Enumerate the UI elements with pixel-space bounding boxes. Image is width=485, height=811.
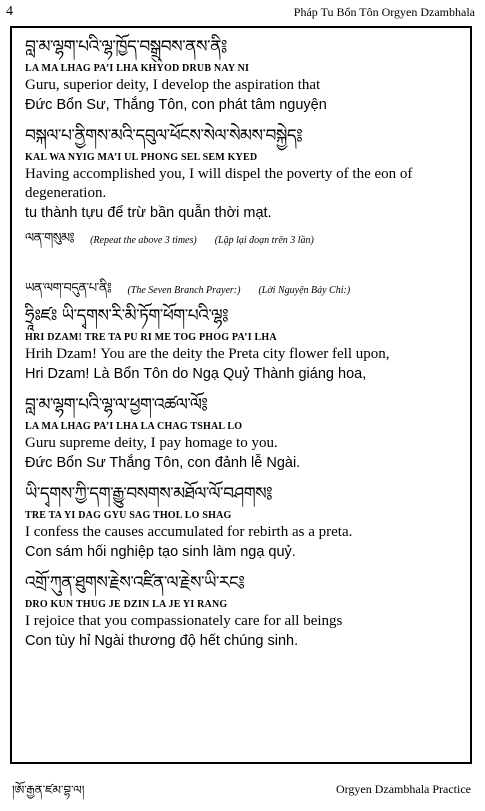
vietnamese-line: Hri Dzam! Là Bổn Tôn do Ngạ Quỷ Thành giáng hoa,	[25, 366, 367, 382]
transliteration-line: TRE TA YI DAG GYU SAG THOL LO SHAG	[25, 510, 232, 521]
page-number: 4	[6, 4, 13, 19]
tibetan-line: ཡི་དྭགས་ཀྱི་དག་རྒྱུ་བསགས་མཐོལ་ལོ་བཤགས༔	[25, 484, 273, 504]
transliteration-line: HRI DZAM! TRE TA PU RI ME TOG PHOG PA’I LHA	[25, 332, 277, 343]
tibetan-line: བླ་མ་ལྷག་པའི་ལྷ་ཁྱོད་བསྒྲུབས་ནས་ནི༔	[25, 37, 227, 57]
tibetan-line: ཧྲཱིཿཛཿ ཡི་དྭགས་རི་མི་ཏོག་ཕོག་པའི་ལྷ༔	[25, 306, 229, 326]
tibetan-line: བསྐལ་པ་ནྱིགས་མའི་དབུལ་ཕོངས་སེལ་སེམས་བསྐྱེད༔	[25, 126, 303, 146]
vietnamese-line: Con tùy hỉ Ngài thương độ hết chúng sinh.	[25, 633, 299, 649]
transliteration-line: LA MA LHAG PA’I LHA KHYOD DRUB NAY NI	[25, 63, 250, 74]
prayer-verse-2	[25, 390, 465, 473]
vietnamese-line: Đức Bổn Sư, Thắng Tôn, con phát tâm nguyện	[25, 97, 327, 113]
prayer-verse-3	[25, 479, 465, 562]
seven-branch-vietnamese: (Lời Nguyện Bảy Chi:)	[258, 284, 351, 296]
footer-title: Orgyen Dzambhala Practice	[335, 782, 471, 796]
footer-tibetan: །ཨོ་རྒྱན་ཛམ་བྷ་ལ།	[12, 783, 85, 797]
seven-branch-english: (The Seven Branch Prayer:)	[127, 284, 241, 296]
text-content	[25, 32, 465, 651]
running-title: Pháp Tu Bổn Tôn Orgyen Dzambhala	[293, 5, 475, 19]
english-line: Hrih Dzam! You are the deity the Preta city flower fell upon,	[25, 346, 390, 362]
page-footer	[0, 776, 485, 800]
english-line: Having accomplished you, I will dispel the poverty of the eon of	[25, 166, 413, 182]
prayer-verse-4	[25, 568, 465, 651]
tibetan-line: འགྲོ་ཀུན་ཐུགས་རྗེས་འཛིན་ལ་རྗེས་ཡི་རང༔	[25, 573, 245, 593]
prayer-verse-1	[25, 301, 465, 384]
tibetan-line: བླ་མ་ལྷག་པའི་ལྷ་ལ་ཕྱག་འཚལ་ལོ༔	[25, 395, 208, 415]
vietnamese-line: Con sám hối nghiệp tạo sinh làm ngạ quỷ.	[25, 544, 296, 560]
transliteration-line: KAL WA NYIG MA’I UL PHONG SEL SEM KYED	[25, 152, 258, 163]
english-line: I confess the causes accumulated for rebirth as a preta.	[25, 524, 353, 540]
repeat-note-vietnamese: (Lặp lại đoạn trên 3 lần)	[214, 234, 314, 246]
english-line: Guru supreme deity, I pay homage to you.	[25, 435, 278, 451]
english-line: I rejoice that you compassionately care for all beings	[25, 613, 343, 629]
page-header	[0, 0, 485, 26]
repeat-note-tibetan: ལན་གསུམ༔	[25, 231, 75, 246]
vietnamese-line: Đức Bổn Sư Thắng Tôn, con đảnh lễ Ngài.	[25, 455, 301, 471]
verse-2	[25, 121, 465, 223]
transliteration-line: LA MA LHAG PA’I LHA LA CHAG TSHAL LO	[25, 421, 243, 432]
repeat-note-english: (Repeat the above 3 times)	[90, 234, 197, 246]
english-line: Guru, superior deity, I develop the aspiration that	[25, 77, 321, 93]
seven-branch-heading	[25, 277, 465, 301]
vietnamese-line: tu thành tựu để trừ bần quẫn thời mạt.	[25, 205, 272, 221]
english-line: degeneration.	[25, 185, 107, 201]
verse-1	[25, 32, 465, 115]
seven-branch-tibetan: ཡན་ལག་བདུན་པ་ནི༔	[25, 281, 112, 296]
repeat-note	[25, 227, 465, 251]
text-frame	[10, 26, 472, 764]
transliteration-line: DRO KUN THUG JE DZIN LA JE YI RANG	[25, 599, 228, 610]
